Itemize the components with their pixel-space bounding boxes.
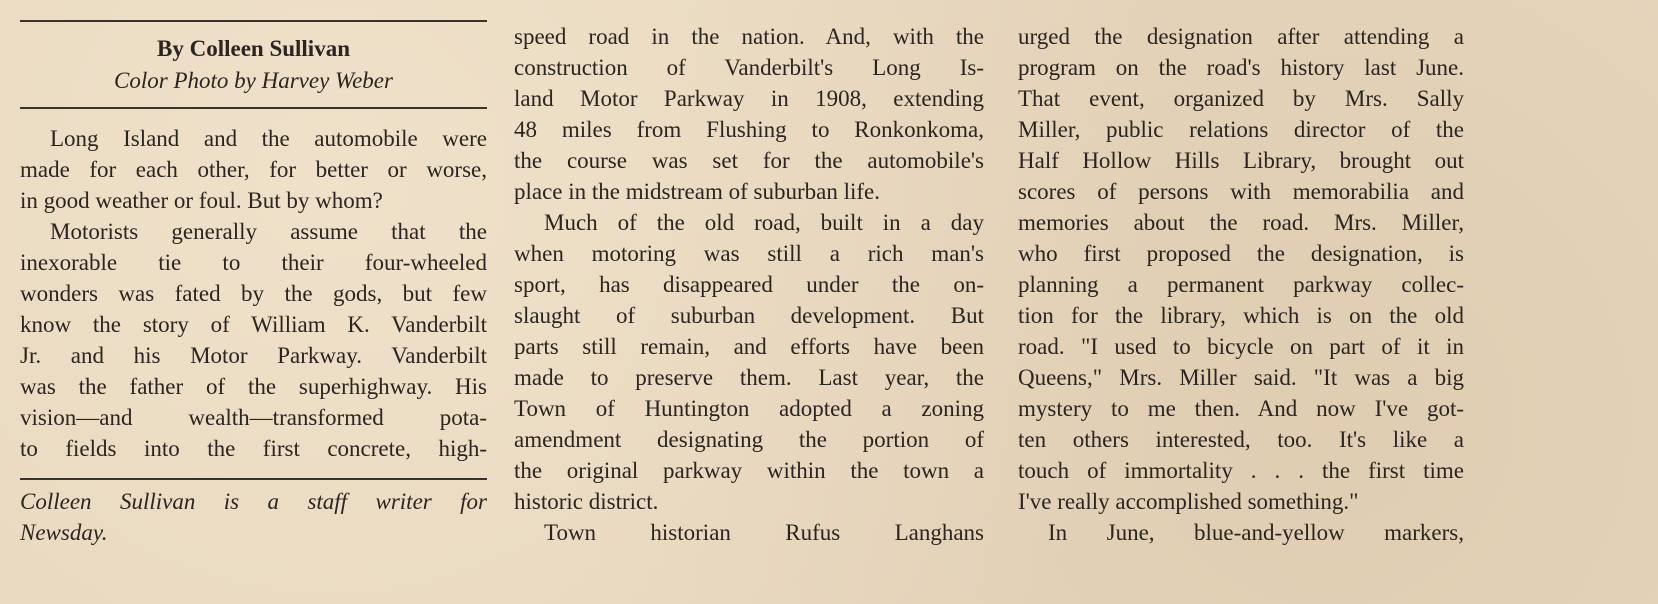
text-line: was the father of the superhighway. His (20, 374, 487, 399)
text-line: 48 miles from Flushing to Ronkonkoma, (514, 117, 984, 142)
text-line: vision—and wealth—transformed pota- (20, 405, 487, 430)
text-line: road. "I used to bicycle on part of it in (1018, 334, 1464, 359)
text-line: parts still remain, and efforts have been (514, 334, 984, 359)
text-line: That event, organized by Mrs. Sally (1018, 86, 1464, 111)
text-line: wonders was fated by the gods, but few (20, 281, 487, 306)
text-line: scores of persons with memorabilia and (1018, 179, 1464, 204)
text-line: historic district. (514, 489, 659, 514)
text-line: sport, has disappeared under the on- (514, 272, 984, 297)
text-line: amendment designating the portion of (514, 427, 984, 452)
text-line: made for each other, for better or worse, (20, 157, 487, 182)
text-line: to fields into the first concrete, high- (20, 436, 487, 461)
text-line: who first proposed the designation, is (1018, 241, 1464, 266)
text-line: I've really accomplished something." (1018, 489, 1359, 514)
text-line: know the story of William K. Vanderbilt (20, 312, 487, 337)
text-line: tion for the library, which is on the old (1018, 303, 1464, 328)
text-line: Much of the old road, built in a day (544, 210, 984, 235)
author-bio (20, 480, 487, 548)
text-line: inexorable tie to their four-wheeled (20, 250, 487, 275)
text-line: planning a permanent parkway collec- (1018, 272, 1464, 297)
text-line: made to preserve them. Last year, the (514, 365, 984, 390)
bio-line: Colleen Sullivan is a staff writer for (20, 489, 487, 514)
text-line: Half Hollow Hills Library, brought out (1018, 148, 1464, 173)
byline-block (20, 22, 487, 107)
text-line: the course was set for the automobile's (514, 148, 984, 173)
text-line: touch of immortality . . . the first time (1018, 458, 1464, 483)
text-line: place in the midstream of suburban life. (514, 179, 880, 204)
text-line: Town historian Rufus Langhans (544, 520, 984, 545)
text-line: land Motor Parkway in 1908, extending (514, 86, 984, 111)
text-line: Miller, public relations director of the (1018, 117, 1464, 142)
bio-line: Newsday. (20, 520, 108, 545)
text-line: program on the road's history last June. (1018, 55, 1464, 80)
column-3 (1018, 0, 1464, 548)
text-line: urged the designation after attending a (1018, 24, 1464, 49)
author-byline: By Colleen Sullivan (157, 36, 350, 61)
column-2 (514, 0, 984, 548)
column-1-body (20, 109, 487, 464)
text-line: construction of Vanderbilt's Long Is- (514, 55, 984, 80)
text-line: Long Island and the automobile were (50, 126, 487, 151)
text-line: Motorists generally assume that the (50, 219, 487, 244)
text-line: In June, blue-and-yellow markers, (1048, 520, 1464, 545)
text-line: Jr. and his Motor Parkway. Vanderbilt (20, 343, 487, 368)
text-line: slaught of suburban development. But (514, 303, 984, 328)
text-line: Town of Huntington adopted a zoning (514, 396, 984, 421)
photo-credit: Color Photo by Harvey Weber (114, 68, 393, 93)
text-line: mystery to me then. And now I've got- (1018, 396, 1464, 421)
text-line: memories about the road. Mrs. Miller, (1018, 210, 1464, 235)
text-line: Queens," Mrs. Miller said. "It was a big (1018, 365, 1464, 390)
text-line: the original parkway within the town a (514, 458, 984, 483)
text-line: ten others interested, too. It's like a (1018, 427, 1464, 452)
text-line: in good weather or foul. But by whom? (20, 188, 383, 213)
text-line: speed road in the nation. And, with the (514, 24, 984, 49)
text-line: when motoring was still a rich man's (514, 241, 984, 266)
column-1 (20, 0, 487, 548)
